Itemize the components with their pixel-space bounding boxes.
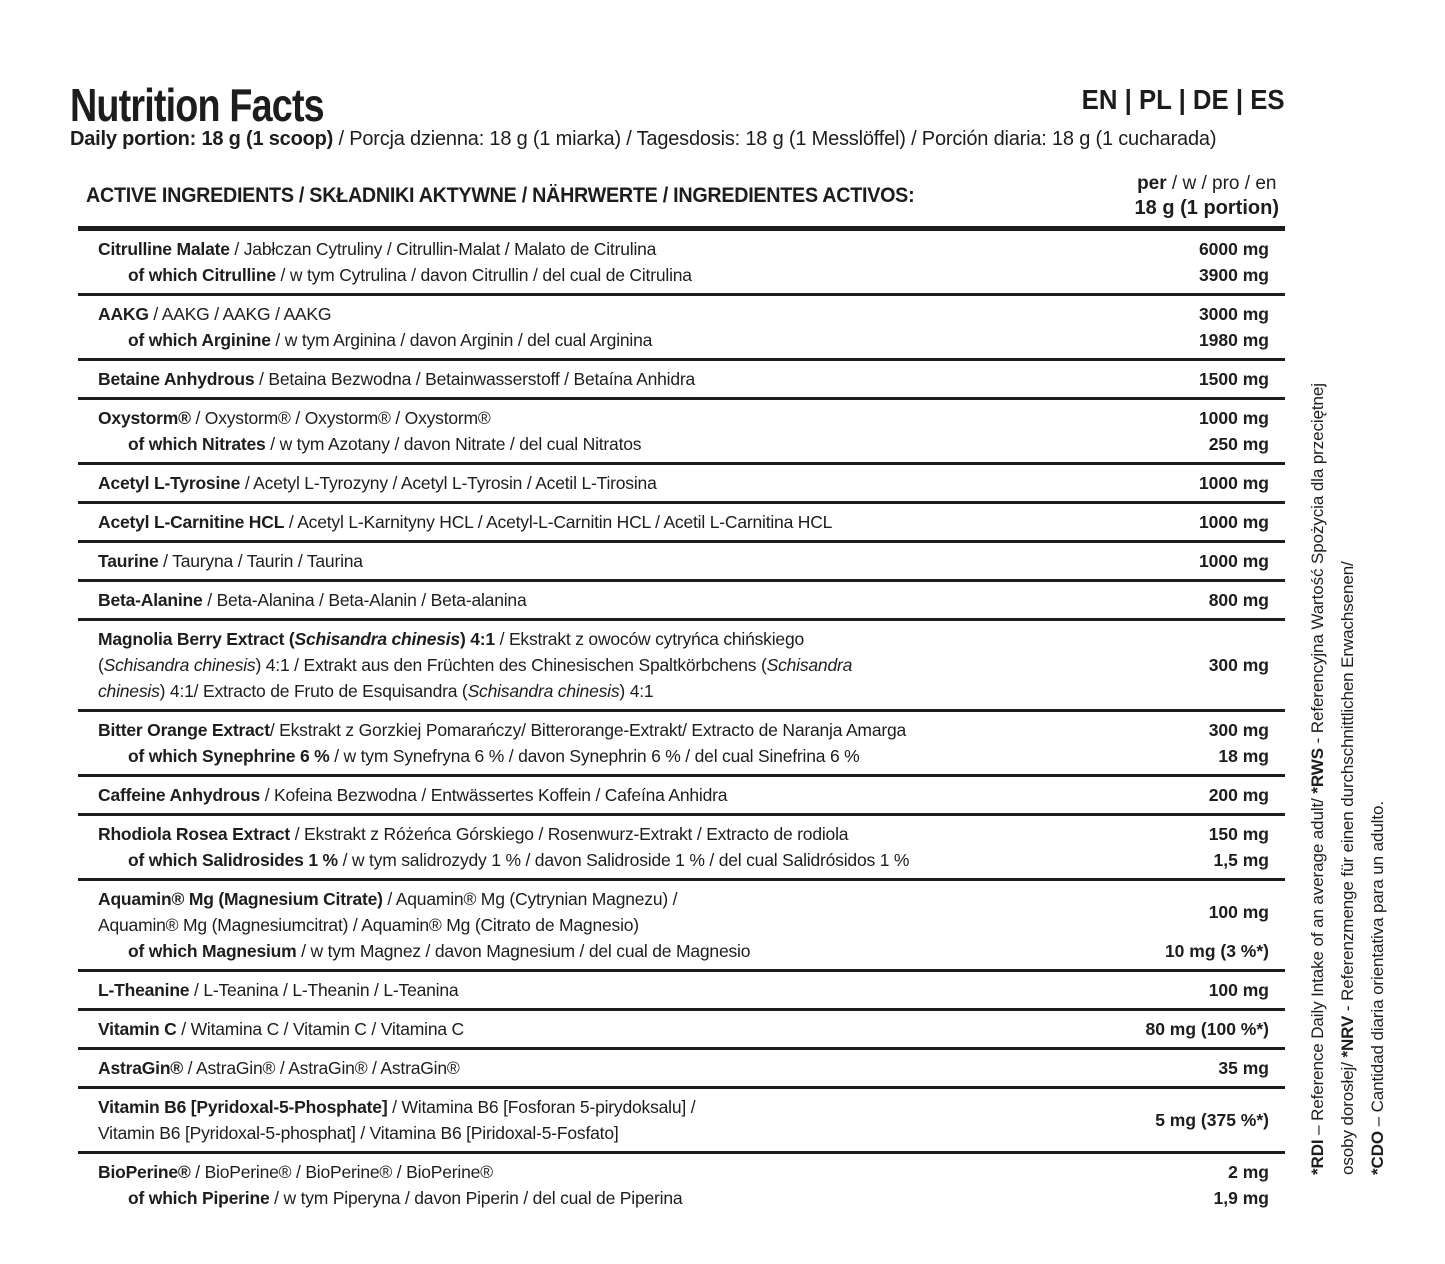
text-span: / Witamina B6 [Fosforan 5-pirydoksalu] / bbox=[387, 1097, 696, 1117]
language-list: EN | PL | DE | ES bbox=[1082, 84, 1285, 115]
text-span: Aquamin® Mg (Magnesium Citrate) bbox=[98, 889, 383, 909]
label-header bbox=[70, 78, 1285, 132]
footnote-line bbox=[1333, 175, 1363, 1175]
text-span: / Ekstrakt z owoców cytryńca chińskiego bbox=[494, 629, 805, 649]
ingredient-amount: 1000 mg bbox=[1198, 550, 1269, 571]
text-span: of which Citrulline bbox=[128, 265, 276, 285]
text-span: Magnolia Berry Extract ( bbox=[98, 629, 295, 649]
text-span: Citrulline Malate bbox=[98, 239, 230, 259]
text-span: – Cantidad diaria orientativa para un adulto. bbox=[1368, 801, 1387, 1131]
table-row bbox=[78, 972, 1285, 1011]
table-row-segment bbox=[78, 626, 1285, 704]
ingredient-amount: 1,5 mg bbox=[1213, 849, 1269, 870]
ingredient-amount: 80 mg (100 %*) bbox=[1145, 1018, 1269, 1039]
text-span: / Tauryna / Taurin / Taurina bbox=[158, 551, 363, 571]
ingredient-name bbox=[78, 782, 1197, 808]
ingredient-amount: 800 mg bbox=[1208, 589, 1269, 610]
text-span: Taurine bbox=[98, 551, 159, 571]
ingredient-name bbox=[78, 743, 1206, 769]
text-span: Oxystorm® bbox=[98, 408, 191, 428]
text-span: / Beta-Alanina / Beta-Alanin / Beta-alanina bbox=[202, 590, 527, 610]
table-row-segment bbox=[78, 1055, 1285, 1081]
table-row-segment bbox=[78, 1185, 1285, 1211]
ingredient-amount: 3900 mg bbox=[1198, 264, 1269, 285]
table-row bbox=[78, 1089, 1285, 1154]
active-ingredients-header: ACTIVE INGREDIENTS / SKŁADNIKI AKTYWNE / NÄHRWERTE / INGREDIENTES ACTIVOS: bbox=[86, 184, 915, 207]
ingredient-name bbox=[78, 236, 1187, 262]
text-span: – Reference Daily Intake of an average adult/ bbox=[1308, 793, 1327, 1140]
text-span: Acetyl L-Carnitine HCL bbox=[98, 512, 285, 532]
table-row bbox=[78, 582, 1285, 621]
table-row-segment bbox=[78, 327, 1285, 353]
ingredient-name bbox=[78, 301, 1187, 327]
table-row-segment bbox=[78, 431, 1285, 457]
text-span: chinesis bbox=[98, 681, 160, 701]
ingredient-amount: 100 mg bbox=[1208, 901, 1269, 922]
ingredient-name bbox=[78, 262, 1187, 288]
text-span: *RWS bbox=[1308, 748, 1327, 794]
table-row bbox=[78, 1011, 1285, 1050]
per-langs: / w / pro / en bbox=[1166, 173, 1277, 194]
page-title: Nutrition Facts bbox=[70, 79, 324, 131]
text-span: Acetyl L-Tyrosine bbox=[98, 473, 241, 493]
per-portion-header bbox=[1135, 172, 1279, 220]
ingredient-amount: 10 mg (3 %*) bbox=[1164, 940, 1269, 961]
table-row bbox=[78, 296, 1285, 361]
table-row bbox=[78, 777, 1285, 816]
text-span: *RDI bbox=[1308, 1139, 1327, 1175]
text-span: / Acetyl L-Tyrozyny / Acetyl L-Tyrosin / Acetil L-Tirosina bbox=[240, 473, 657, 493]
table-row-segment bbox=[78, 977, 1285, 1003]
ingredient-amount: 6000 mg bbox=[1198, 238, 1269, 259]
portion-label: 18 g (1 portion) bbox=[1134, 197, 1279, 219]
text-span: Schisandra chinesis bbox=[294, 629, 460, 649]
text-span: Vitamin B6 [Pyridoxal-5-phosphat] / Vitamina B6 [Piridoxal-5-Fosfato] bbox=[98, 1123, 619, 1143]
text-span: Vitamin B6 [Pyridoxal-5-Phosphate] bbox=[98, 1097, 388, 1117]
ingredient-name bbox=[78, 327, 1187, 353]
footnote-line bbox=[1363, 175, 1393, 1175]
text-span: / w tym Cytrulina / davon Citrullin / del cual de Citrulina bbox=[275, 265, 692, 285]
text-span: Bitter Orange Extract bbox=[98, 720, 270, 740]
ingredient-name bbox=[78, 587, 1197, 613]
text-span: / w tym Synefryna 6 % / davon Synephrin 6 % / del cual Sinefrina 6 % bbox=[329, 746, 860, 766]
table-row-segment bbox=[78, 301, 1285, 327]
table-row bbox=[78, 465, 1285, 504]
table-row-segment bbox=[78, 548, 1285, 574]
ingredient-name bbox=[78, 366, 1187, 392]
text-span: / w tym salidrozydy 1 % / davon Salidroside 1 % / del cual Salidrósidos 1 % bbox=[337, 850, 910, 870]
ingredients-table bbox=[78, 168, 1285, 1216]
text-span: ) 4:1 / Extrakt aus den Früchten des Chinesischen Spaltkörbchens ( bbox=[255, 655, 767, 675]
text-span: / Ekstrakt z Gorzkiej Pomarańczy/ Bitterorange-Extrakt/ Extracto de Naranja Amarga bbox=[269, 720, 907, 740]
table-row-segment bbox=[78, 509, 1285, 535]
ingredient-amount: 35 mg bbox=[1218, 1057, 1269, 1078]
text-span: *NRV bbox=[1338, 1015, 1357, 1058]
text-span: / Aquamin® Mg (Cytrynian Magnezu) / bbox=[382, 889, 678, 909]
daily-portion-rest: / Porcja dzienna: 18 g (1 miarka) / Tagesdosis: 18 g (1 Messlöffel) / Porción diaria: 18 g (1 cucharada) bbox=[333, 128, 1217, 150]
text-span: / Betaina Bezwodna / Betainwasserstoff / Betaína Anhidra bbox=[254, 369, 696, 389]
ingredient-name bbox=[78, 1159, 1216, 1185]
text-span: / Ekstrakt z Różeńca Górskiego / Rosenwurz-Extrakt / Extracto de rodiola bbox=[290, 824, 849, 844]
table-row-segment bbox=[78, 1016, 1285, 1042]
text-span: Schisandra bbox=[766, 655, 853, 675]
ingredient-name bbox=[78, 717, 1197, 743]
text-span: / Jabłczan Cytruliny / Citrullin-Malat / Malato de Citrulina bbox=[229, 239, 657, 259]
daily-portion-line bbox=[70, 128, 1365, 151]
table-row-segment bbox=[78, 262, 1285, 288]
text-span: / L-Teanina / L-Theanin / L-Teanina bbox=[189, 980, 459, 1000]
text-span: / w tym Piperyna / davon Piperin / del cual de Piperina bbox=[269, 1188, 683, 1208]
footnote-line bbox=[1303, 175, 1333, 1175]
ingredient-amount: 1000 mg bbox=[1198, 472, 1269, 493]
text-span: / Oxystorm® / Oxystorm® / Oxystorm® bbox=[190, 408, 491, 428]
ingredient-amount: 1,9 mg bbox=[1213, 1187, 1269, 1208]
ingredient-amount: 300 mg bbox=[1208, 654, 1269, 675]
ingredient-amount: 200 mg bbox=[1208, 784, 1269, 805]
table-row-segment bbox=[78, 821, 1285, 847]
ingredient-name bbox=[78, 938, 1153, 964]
table-row bbox=[78, 881, 1285, 972]
text-span: ( bbox=[98, 655, 104, 675]
table-row-segment bbox=[78, 1094, 1285, 1146]
ingredient-name bbox=[78, 509, 1187, 535]
ingredient-amount: 5 mg (375 %*) bbox=[1155, 1109, 1269, 1130]
table-row-segment bbox=[78, 236, 1285, 262]
per-line bbox=[1135, 172, 1279, 196]
text-span: of which Synephrine 6 % bbox=[128, 746, 330, 766]
text-span: / BioPerine® / BioPerine® / BioPerine® bbox=[190, 1162, 493, 1182]
ingredient-amount: 1000 mg bbox=[1198, 407, 1269, 428]
ingredient-name bbox=[78, 847, 1202, 873]
text-span: AAKG bbox=[98, 304, 149, 324]
ingredient-name bbox=[78, 1055, 1206, 1081]
table-row bbox=[78, 504, 1285, 543]
text-span: of which Salidrosides 1 % bbox=[128, 850, 338, 870]
ingredient-name bbox=[78, 470, 1187, 496]
table-row-segment bbox=[78, 938, 1285, 964]
text-span: of which Magnesium bbox=[128, 941, 297, 961]
table-row-segment bbox=[78, 886, 1285, 938]
ingredient-name bbox=[78, 431, 1197, 457]
table-row-segment bbox=[78, 366, 1285, 392]
ingredient-amount: 100 mg bbox=[1208, 979, 1269, 1000]
ingredient-amount: 150 mg bbox=[1208, 823, 1269, 844]
ingredient-amount: 1000 mg bbox=[1198, 511, 1269, 532]
table-header-row bbox=[78, 168, 1285, 231]
text-span: Aquamin® Mg (Magnesiumcitrat) / Aquamin® Mg (Citrato de Magnesio) bbox=[98, 915, 639, 935]
table-row bbox=[78, 543, 1285, 582]
text-span: ) 4:1/ Extracto de Fruto de Esquisandra ( bbox=[159, 681, 468, 701]
ingredient-amount: 2 mg bbox=[1228, 1161, 1269, 1182]
text-span: of which Piperine bbox=[128, 1188, 270, 1208]
table-row bbox=[78, 1050, 1285, 1089]
text-span: / w tym Azotany / davon Nitrate / del cual Nitratos bbox=[265, 434, 642, 454]
text-span: AstraGin® bbox=[98, 1058, 183, 1078]
text-span: / Acetyl L-Karnityny HCL / Acetyl-L-Carnitin HCL / Acetil L-Carnitina HCL bbox=[284, 512, 833, 532]
table-row-segment bbox=[78, 405, 1285, 431]
table-row bbox=[78, 816, 1285, 881]
table-row bbox=[78, 361, 1285, 400]
table-row bbox=[78, 712, 1285, 777]
text-span: BioPerine® bbox=[98, 1162, 191, 1182]
ingredients-table-body bbox=[78, 231, 1285, 1216]
table-row bbox=[78, 400, 1285, 465]
table-row bbox=[78, 621, 1285, 712]
ingredient-name bbox=[78, 1016, 1133, 1042]
table-row-segment bbox=[78, 782, 1285, 808]
ingredient-amount: 1980 mg bbox=[1198, 329, 1269, 350]
table-row-segment bbox=[78, 587, 1285, 613]
text-span: Schisandra chinesis bbox=[467, 681, 620, 701]
ingredient-name bbox=[78, 405, 1187, 431]
text-span: L-Theanine bbox=[98, 980, 190, 1000]
ingredient-amount: 3000 mg bbox=[1198, 303, 1269, 324]
text-span: / w tym Arginina / davon Arginin / del cual Arginina bbox=[270, 330, 653, 350]
text-span: / AstraGin® / AstraGin® / AstraGin® bbox=[183, 1058, 460, 1078]
text-span: Beta-Alanine bbox=[98, 590, 203, 610]
text-span: of which Nitrates bbox=[128, 434, 266, 454]
ingredient-amount: 250 mg bbox=[1208, 433, 1269, 454]
text-span: osoby dorosłej/ bbox=[1338, 1057, 1357, 1175]
ingredient-name bbox=[78, 626, 1197, 704]
ingredient-amount: 1500 mg bbox=[1198, 368, 1269, 389]
per-label: per bbox=[1137, 173, 1167, 194]
table-row-segment bbox=[78, 470, 1285, 496]
ingredient-name bbox=[78, 1185, 1202, 1211]
ingredient-name bbox=[78, 548, 1187, 574]
ingredient-name bbox=[78, 821, 1197, 847]
daily-portion-bold: Daily portion: 18 g (1 scoop) bbox=[70, 128, 334, 150]
text-span: Schisandra chinesis bbox=[103, 655, 256, 675]
text-span: / Witamina C / Vitamin C / Vitamina C bbox=[176, 1019, 464, 1039]
text-span: *CDO bbox=[1368, 1131, 1387, 1175]
text-span: / AAKG / AAKG / AAKG bbox=[148, 304, 332, 324]
text-span: Betaine Anhydrous bbox=[98, 369, 255, 389]
text-span: - Referenzmenge für einen durchschnittlichen Erwachsenen/ bbox=[1338, 561, 1357, 1016]
ingredient-amount: 18 mg bbox=[1218, 745, 1269, 766]
ingredient-amount: 300 mg bbox=[1208, 719, 1269, 740]
text-span: ) 4:1 bbox=[459, 629, 495, 649]
table-row-segment bbox=[78, 1159, 1285, 1185]
table-row-segment bbox=[78, 847, 1285, 873]
text-span: Vitamin C bbox=[98, 1019, 177, 1039]
ingredient-name bbox=[78, 1094, 1143, 1146]
text-span: / Kofeina Bezwodna / Entwässertes Koffein / Cafeína Anhidra bbox=[260, 785, 728, 805]
text-span: / w tym Magnez / davon Magnesium / del cual de Magnesio bbox=[296, 941, 751, 961]
text-span: Caffeine Anhydrous bbox=[98, 785, 261, 805]
table-row-segment bbox=[78, 743, 1285, 769]
text-span: ) 4:1 bbox=[619, 681, 654, 701]
table-row-segment bbox=[78, 717, 1285, 743]
text-span: Rhodiola Rosea Extract bbox=[98, 824, 291, 844]
ingredient-name bbox=[78, 977, 1197, 1003]
table-row bbox=[78, 231, 1285, 296]
ingredient-name bbox=[78, 886, 1197, 938]
table-row bbox=[78, 1154, 1285, 1216]
text-span: of which Arginine bbox=[128, 330, 271, 350]
text-span: - Referencyjna Wartość Spożycia dla przeciętnej bbox=[1308, 383, 1327, 749]
footnote-vertical bbox=[1303, 175, 1393, 1175]
